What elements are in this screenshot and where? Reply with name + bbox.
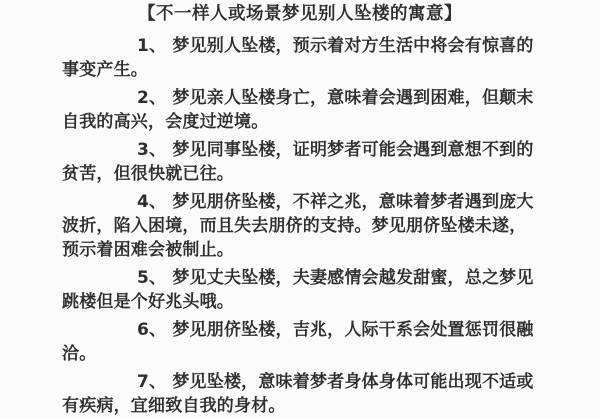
text-line: 跳楼但是个好兆头哦。	[62, 292, 234, 312]
text-line: 3、 梦见同事坠楼，证明梦者可能会遇到意想不到的	[137, 140, 534, 160]
text-line: 预示着困难会被制止。	[62, 240, 234, 260]
paragraph-7	[62, 370, 540, 418]
text-line: 自我的高兴，会度过逆境。	[62, 112, 269, 132]
text-line: 7、 梦见坠楼，意味着梦者身体身体可能出现不适或	[137, 372, 534, 392]
paragraph-2	[62, 86, 540, 134]
text-line: 5、 梦见丈夫坠楼，夫妻感情会越发甜蜜，总之梦见	[137, 268, 534, 288]
text-line: 2、 梦见亲人坠楼身亡，意味着会遇到困难，但颠末	[137, 88, 534, 108]
paragraph-5	[62, 266, 540, 314]
paragraph-4	[62, 190, 540, 262]
text-line: 波折，陷入困境，而且失去朋侪的支持。梦见朋侪坠楼未遂，	[62, 216, 527, 236]
paragraph-1	[62, 34, 540, 82]
text-line: 有疾病，宜细致自我的身材。	[62, 396, 286, 416]
text-line: 事变产生。	[62, 60, 148, 80]
text-line: 4、 梦见朋侪坠楼，不祥之兆，意味着梦者遇到庞大	[137, 192, 534, 212]
document-body	[62, 34, 540, 418]
text-line: 洽。	[62, 344, 97, 364]
paragraph-3	[62, 138, 540, 186]
paragraph-6	[62, 318, 540, 366]
text-line: 贫苦，但很快就已往。	[62, 164, 234, 184]
text-line: 1、 梦见别人坠楼，预示着对方生活中将会有惊喜的	[137, 36, 534, 56]
text-line: 6、 梦见朋侪坠楼，吉兆，人际干系会处置惩罚很融	[137, 320, 534, 340]
document-heading: 【不一样人或场景梦见别人坠楼的寓意】	[138, 4, 462, 24]
